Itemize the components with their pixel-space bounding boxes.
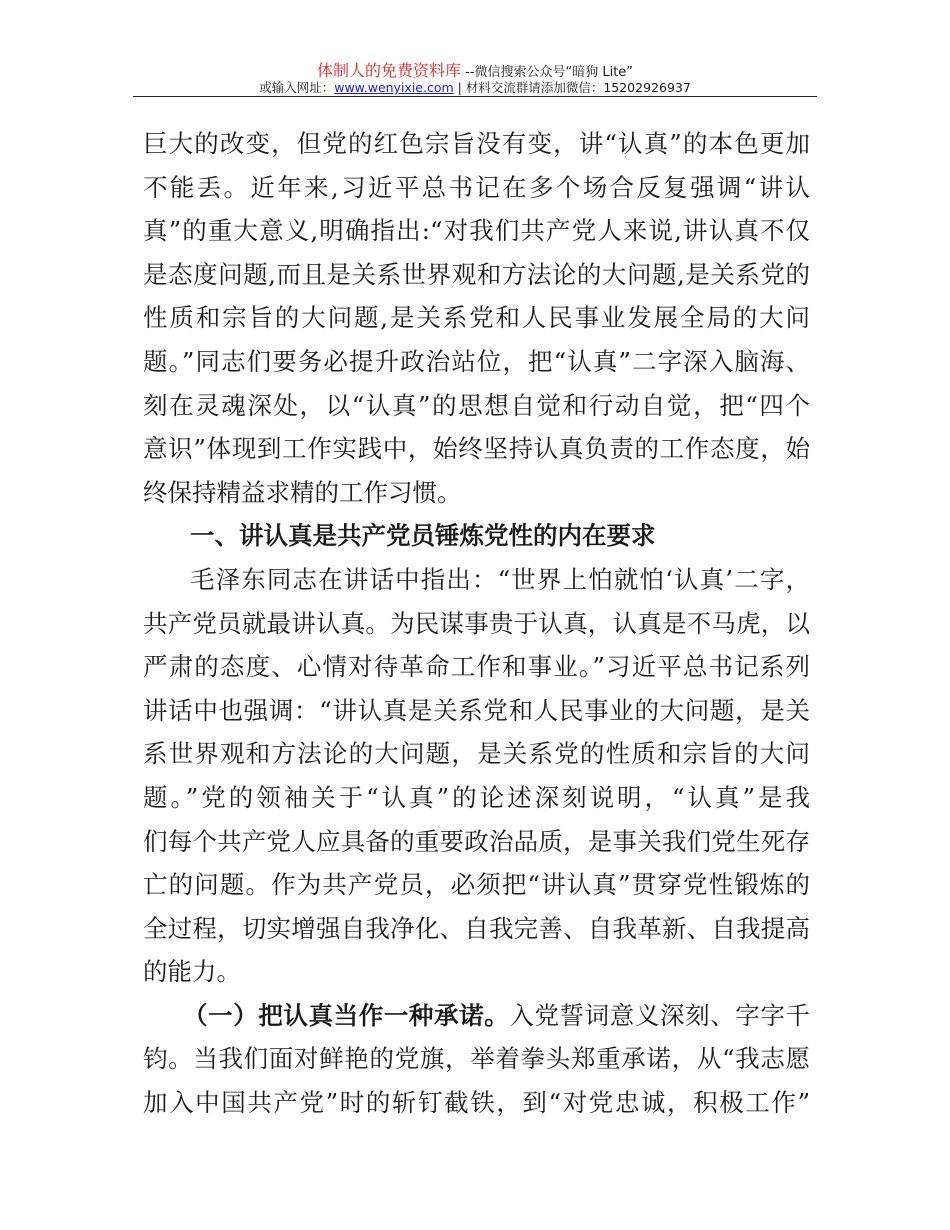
text-line: 们每个共产党人应具备的重要政治品质，是事关我们党生死存: [143, 826, 810, 856]
url-prefix: 或输入网址：: [259, 80, 335, 95]
text-line: 的能力。: [143, 957, 241, 987]
contact-line: [0, 78, 950, 96]
text-span: 入党誓词意义深刻、字字千: [509, 1000, 811, 1030]
paragraph-2: [143, 558, 810, 994]
document-body: [143, 122, 810, 1125]
text-line: 题。”同志们要务必提升政治站位，把“认真”二字深入脑海、: [143, 346, 810, 376]
text-line: 是态度问题,而且是关系世界观和方法论的大问题,是关系党的: [143, 259, 810, 289]
text-line: 终保持精益求精的工作习惯。: [143, 477, 462, 507]
text-line: 亡的问题。作为共产党员，必须把“讲认真”贯穿党性锻炼的: [143, 870, 810, 900]
text-line: 讲话中也强调：“讲认真是关系党和人民事业的大问题，是关: [143, 695, 810, 725]
text-line: 全过程，切实增强自我净化、自我完善、自我革新、自我提高: [143, 913, 810, 943]
brand-name: 体制人的免费资料库: [316, 61, 461, 80]
text-line: 毛泽东同志在讲话中指出：“世界上怕就怕‘认真’二字，: [190, 564, 810, 594]
subheading: （一）把认真当作一种承诺。: [183, 1000, 510, 1030]
tagline: --微信搜索公众号“暗狗 Lite”: [460, 65, 634, 80]
text-line: 不能丢。近年来,习近平总书记在多个场合反复强调“讲认: [143, 172, 810, 202]
text-line: 刻在灵魂深处，以“认真”的思想自觉和行动自觉，把“四个: [143, 390, 810, 420]
text-line: 钧。当我们面对鲜艳的党旗，举着拳头郑重承诺，从“我志愿: [143, 1044, 810, 1074]
paragraph-1: [143, 122, 810, 514]
text-line: 意识”体现到工作实践中，始终坚持认真负责的工作态度，始: [143, 434, 810, 464]
text-line: 性质和宗旨的大问题,是关系党和人民事业发展全局的大问: [143, 303, 810, 333]
paragraph-3: [143, 994, 810, 1125]
text-line: 真”的重大意义,明确指出:“对我们共产党人来说,讲认真不仅: [143, 216, 810, 246]
text-line: 题。”党的领袖关于“认真”的论述深刻说明，“认真”是我: [143, 782, 810, 812]
text-line: 严肃的态度、心情对待革命工作和事业。”习近平总书记系列: [143, 652, 810, 682]
contact-info: | 材料交流群请添加微信：15202926937: [453, 80, 691, 95]
text-line: 加入中国共产党”时的斩钉截铁，到“对党忠诚，积极工作”: [143, 1088, 810, 1118]
header-divider: [133, 96, 817, 97]
section-heading: 一、讲认真是共产党员锤炼党性的内在要求: [190, 521, 656, 551]
text-line: [143, 994, 810, 1038]
website-link[interactable]: www.wenyixie.com: [334, 80, 454, 95]
text-line: 巨大的改变，但党的红色宗旨没有变，讲“认真”的本色更加: [143, 129, 810, 158]
text-line: 系世界观和方法论的大问题，是关系党的性质和宗旨的大问: [143, 739, 810, 769]
text-line: 共产党员就最讲认真。为民谋事贵于认真，认真是不马虎，以: [143, 608, 810, 638]
